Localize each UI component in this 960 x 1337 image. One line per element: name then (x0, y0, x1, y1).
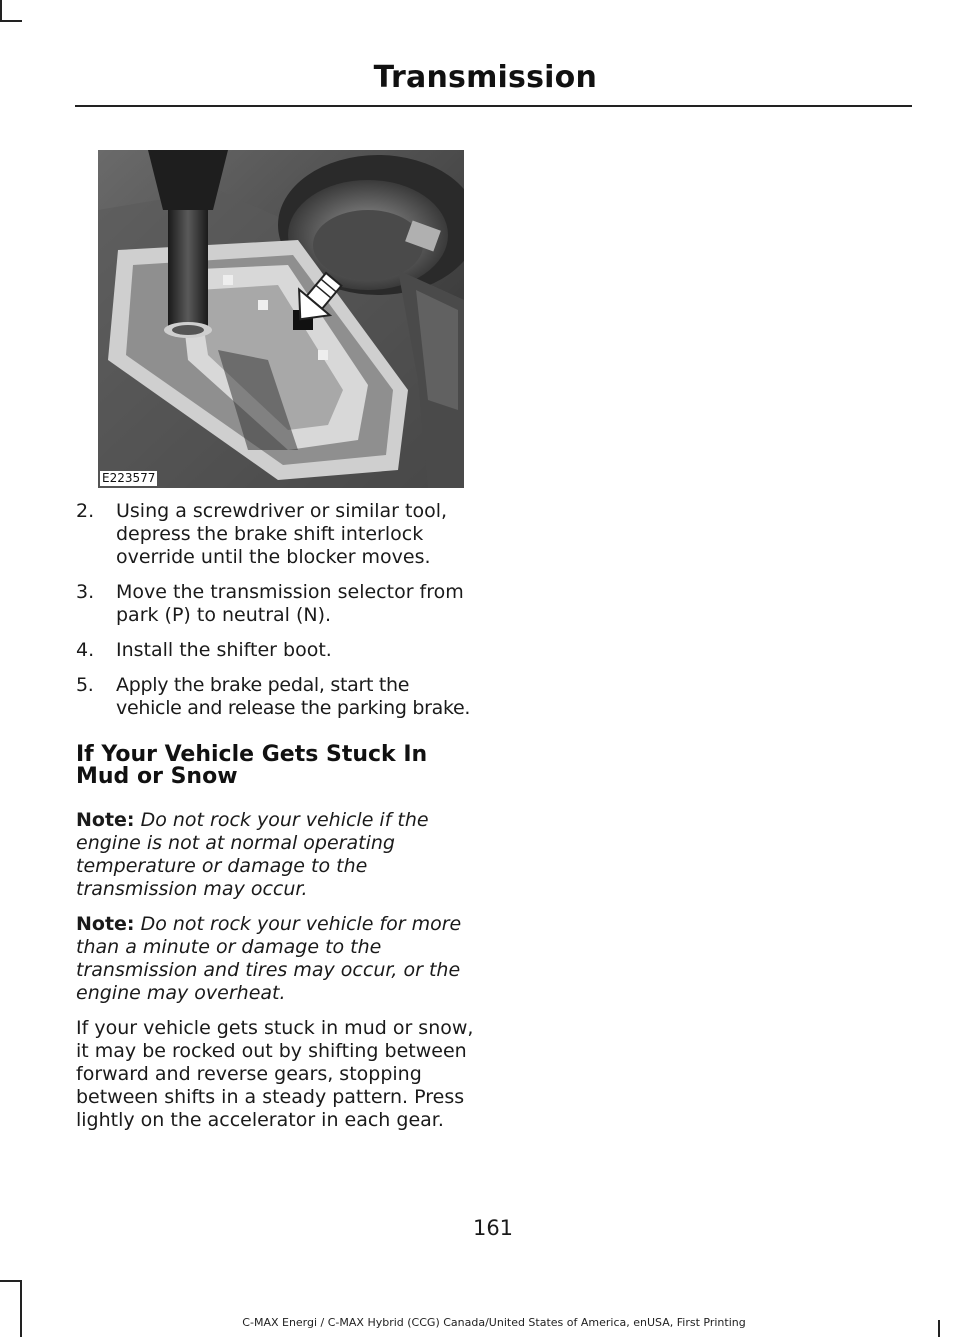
shifter-photo-graphic (98, 150, 464, 488)
step-number: 5. (76, 674, 94, 696)
section-heading: If Your Vehicle Gets Stuck In Mud or Snow (76, 742, 428, 789)
page-number: 161 (472, 1216, 514, 1240)
note-label: Note: (76, 913, 135, 935)
step-number: 4. (76, 639, 95, 661)
step-text: Install the shifter boot. (116, 639, 332, 661)
step-text: Using a screwdriver or similar tool, depress the brake shift interlock override until the blocker moves. (116, 500, 448, 568)
step-number: 3. (76, 581, 95, 603)
crop-mark-bottom-left (0, 1280, 22, 1282)
footer-text: C-MAX Energi / C-MAX Hybrid (CCG) Canada/United States of America, enUSA, First Printing (242, 1316, 746, 1329)
note-paragraph (76, 809, 476, 901)
page-title: Transmission (373, 60, 597, 95)
step-item (76, 639, 476, 662)
shifter-interlock-illustration (98, 150, 464, 488)
step-number: 2. (76, 500, 95, 522)
step-item (76, 674, 476, 720)
step-item (76, 500, 476, 569)
procedure-steps (76, 500, 476, 720)
note-text: Do not rock your vehicle if the engine is not at normal operating temperature or damage to the transmission may occur. (76, 809, 429, 900)
note-text: Do not rock your vehicle for more than a minute or damage to the transmission and tires may occur, or the engine may overheat. (76, 913, 462, 1004)
crop-mark-top-left (0, 0, 2, 20)
note-paragraph (76, 913, 476, 1005)
step-text: Move the transmission selector from park (P) to neutral (N). (116, 581, 464, 626)
step-text: Apply the brake pedal, start the vehicle and release the parking brake. (116, 674, 471, 719)
header-rule (75, 105, 912, 107)
main-content (76, 500, 476, 1144)
step-item (76, 581, 476, 627)
body-paragraph: If your vehicle gets stuck in mud or snow, it may be rocked out by shifting between forward and reverse gears, stopping between shifts in a steady pattern. Press lightly on the accelerator in each gear. (76, 1017, 474, 1131)
figure-code: E223577 (102, 471, 156, 485)
note-label: Note: (76, 809, 135, 831)
crop-mark-top-left-h (0, 20, 22, 22)
